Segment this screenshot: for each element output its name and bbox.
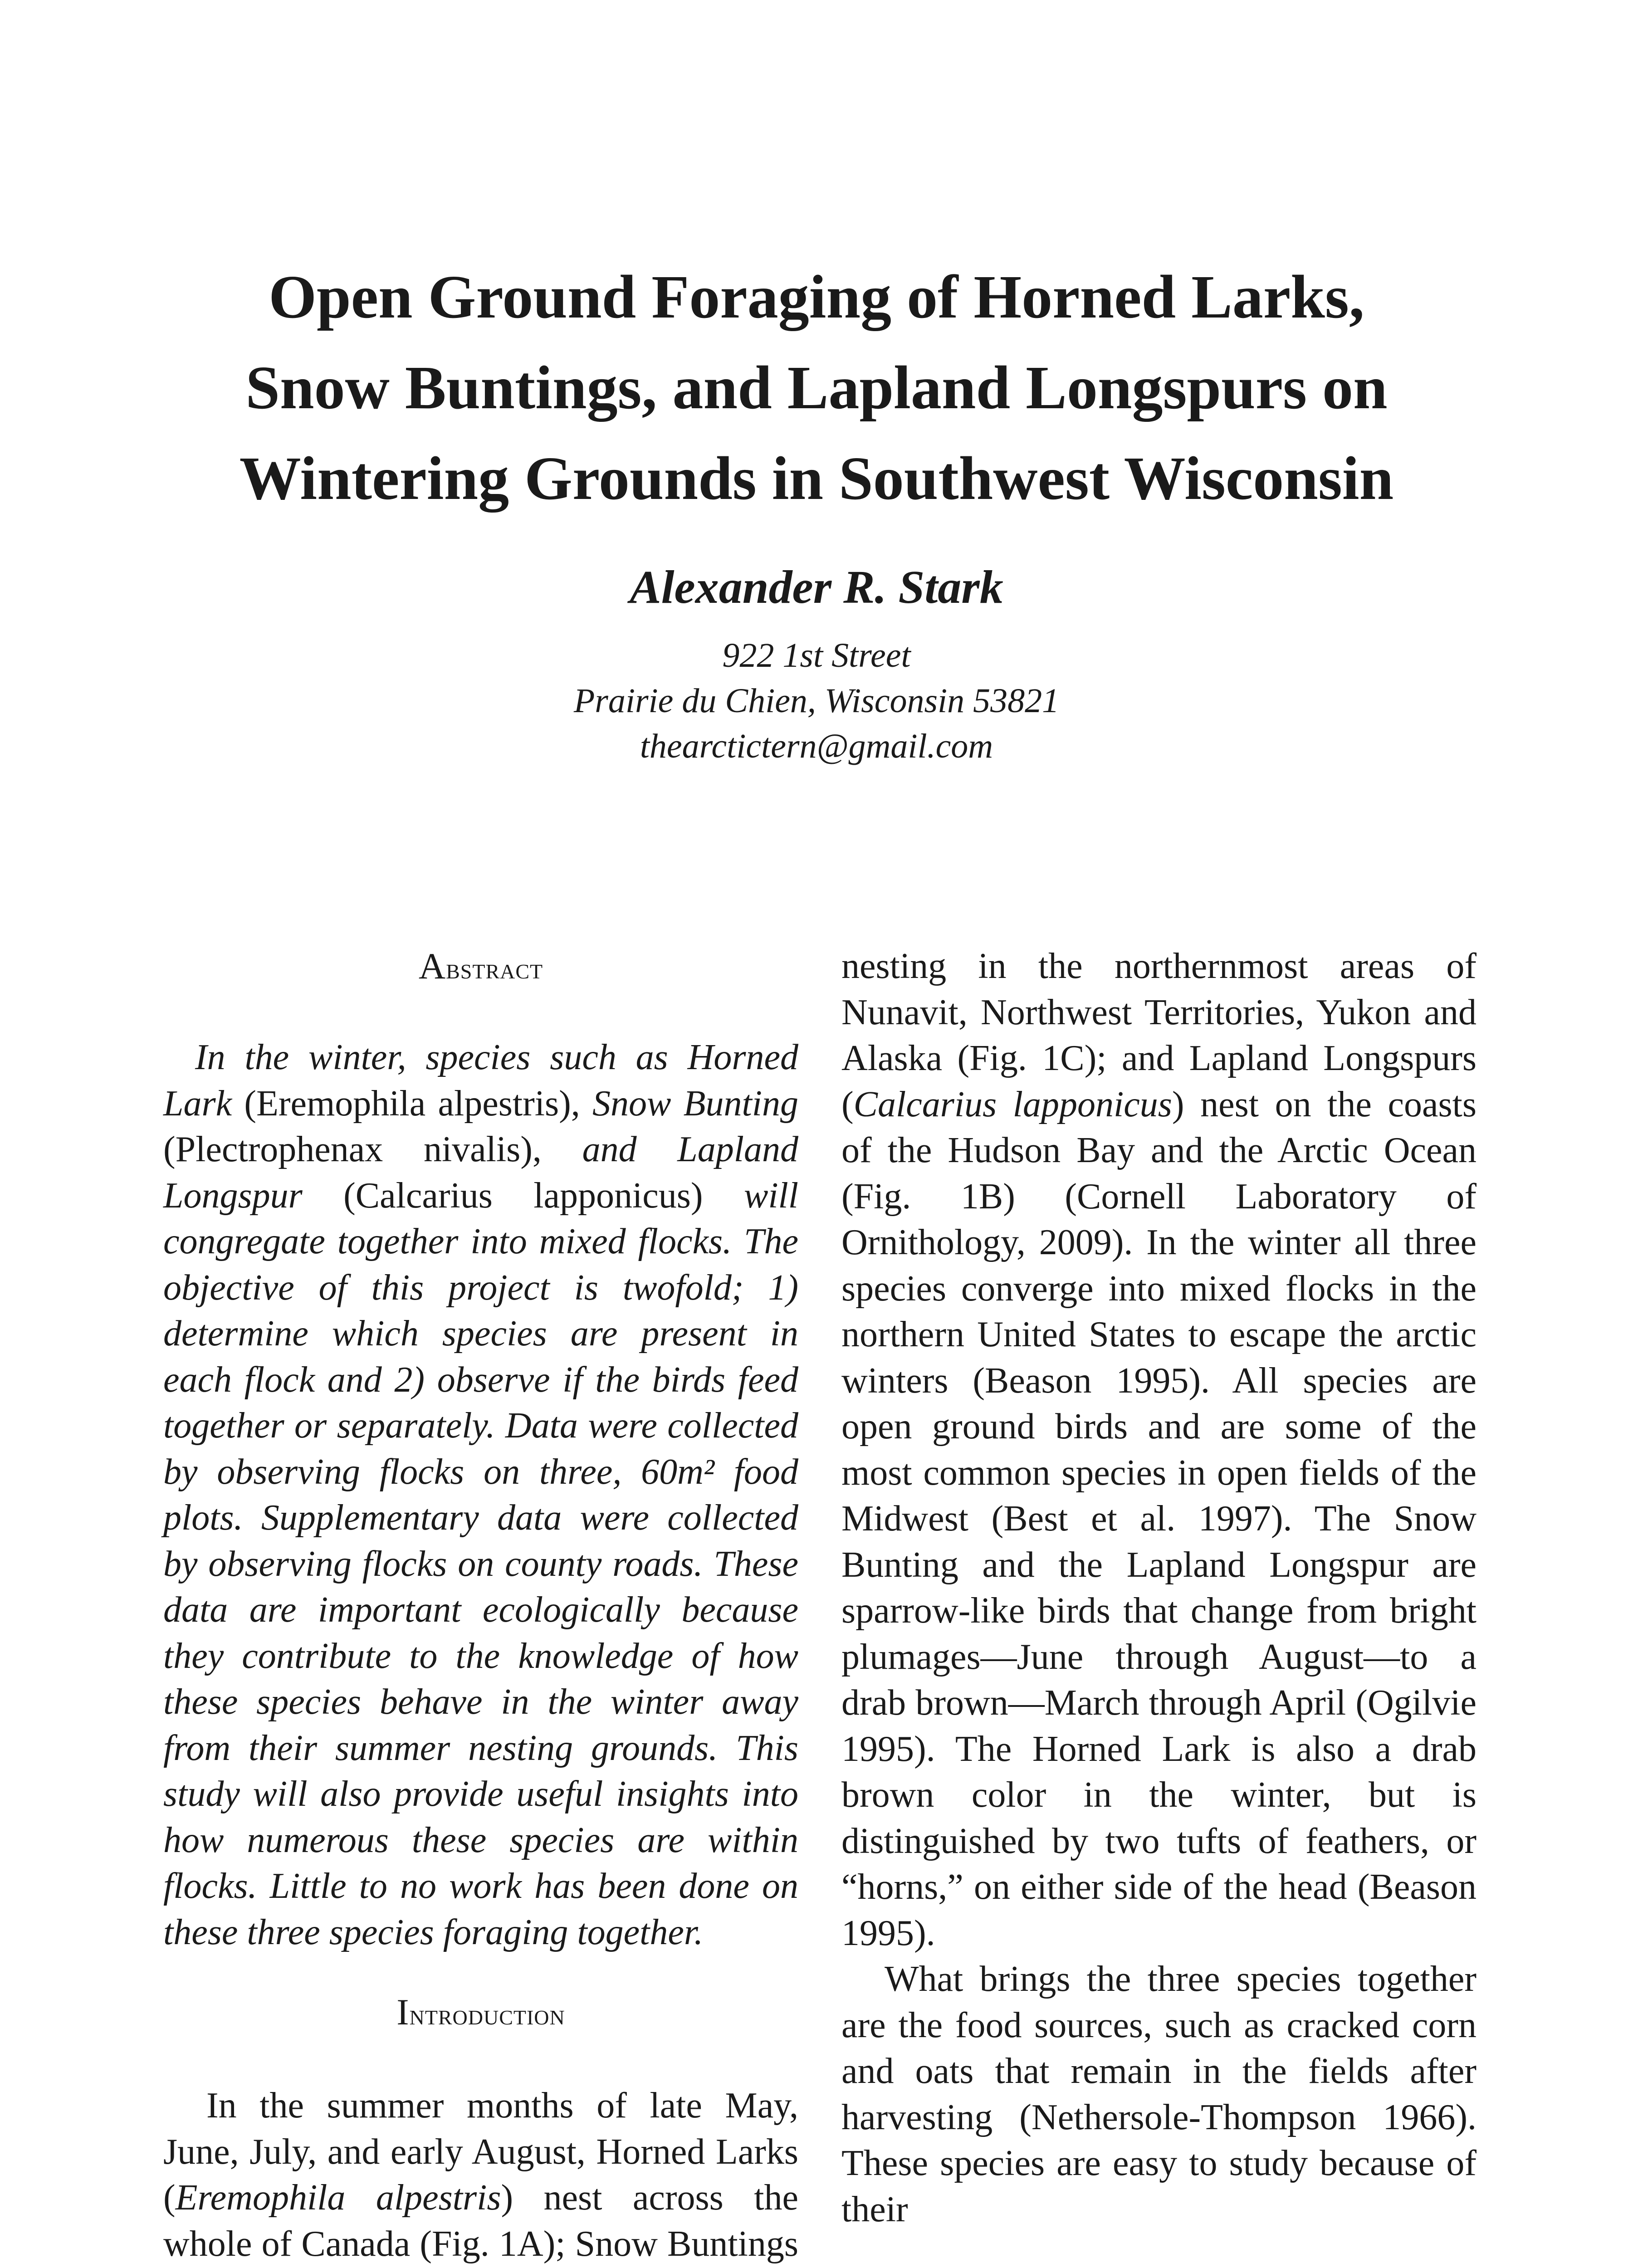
text-run: nesting in the northernmost areas of Nunavit, Northwest Territories, Yukon and Alaska (Fig. 1C); and Lapland Longspurs ( xyxy=(841,946,1477,1124)
author-affiliation xyxy=(136,633,1497,769)
italic-text-run: In the winter, species such as Horned Lark xyxy=(163,1037,798,1124)
text-run: In the summer months of late May, June, July, and early August, Horned Larks ( xyxy=(163,2086,798,2218)
paper-title xyxy=(136,252,1497,524)
address-street: 922 1st Street xyxy=(722,636,911,675)
address-city: Prairie du Chien, Wisconsin 53821 xyxy=(573,682,1060,720)
introduction-paragraph-2: What brings the three species together are the food sources, such as cracked corn and oats that remain in the fields after harvesting (Nethersole-Thompson 1966). These species are easy to study because of their xyxy=(841,1959,1477,2229)
italic-text-run: Calcarius lapponicus xyxy=(853,1084,1172,1124)
text-run: (Eremophila alpestris), xyxy=(244,1083,593,1124)
italic-text-run: will congregate together into mixed flocks. The objective of this project is twofold; 1) determine which species are present in each flock and 2) observe if the birds feed together or separately. Data were collected by observing flocks on three, 60m² food plots. Supplementary data were collected by observing flocks on county roads. These data are important ecologically because they contribute to the knowledge of how these species behave in the winter away from their summer nesting grounds. This study will also provide useful insights into how numerous these species are within flocks. Little to no work has been done on these three species foraging together. xyxy=(163,1175,798,1952)
italic-text-run: Eremophila alpestris xyxy=(175,2178,501,2218)
introduction-heading: Introduction xyxy=(396,1991,565,2033)
introduction-paragraph-1-continued xyxy=(841,943,1477,1956)
text-run: (Plectrophenax nivalis), xyxy=(163,1129,582,1169)
text-run: (Calcarius lapponicus) xyxy=(343,1175,744,1216)
italic-text-run: and Lapland Longspur xyxy=(163,1129,798,1216)
introduction-paragraph-1 xyxy=(163,2083,798,2268)
title-line: Open Ground Foraging of Horned Larks, xyxy=(269,263,1364,331)
abstract-text xyxy=(163,1035,798,1955)
title-line: Wintering Grounds in Southwest Wisconsin xyxy=(239,445,1394,513)
right-column xyxy=(841,943,1477,2233)
author-name: Alexander R. Stark xyxy=(630,561,1003,613)
abstract-heading: Abstract xyxy=(418,945,543,987)
title-line: Snow Buntings, and Lapland Longspurs on xyxy=(245,354,1388,422)
author-email: thearctictern@gmail.com xyxy=(640,727,993,765)
italic-text-run: Snow Bunting xyxy=(592,1083,798,1124)
text-run: ) nest on the coasts of the Hudson Bay and the Arctic Ocean (Fig. 1B) (Cornell Laboratory of Ornithology, 2009). In the winter all three species converge into mixed flocks in the northern United States to escape the arctic winters (Beason 1995). All species are open ground birds and are some of the most common species in open fields of the Midwest (Best et al. 1997). The Snow Bunting and the Lapland Longspur are sparrow-like birds that change from bright plumages—June through August—to a drab brown—March through April (Ogilvie 1995). The Horned Lark is also a drab brown color in the winter, but is distinguished by two tufts of feathers, or “horns,” on either side of the head (Beason 1995). xyxy=(841,1084,1477,1953)
text-run: ) nest across the whole of Canada (Fig. 1A); Snow Buntings xyxy=(163,2178,798,2264)
left-column xyxy=(163,943,798,2268)
